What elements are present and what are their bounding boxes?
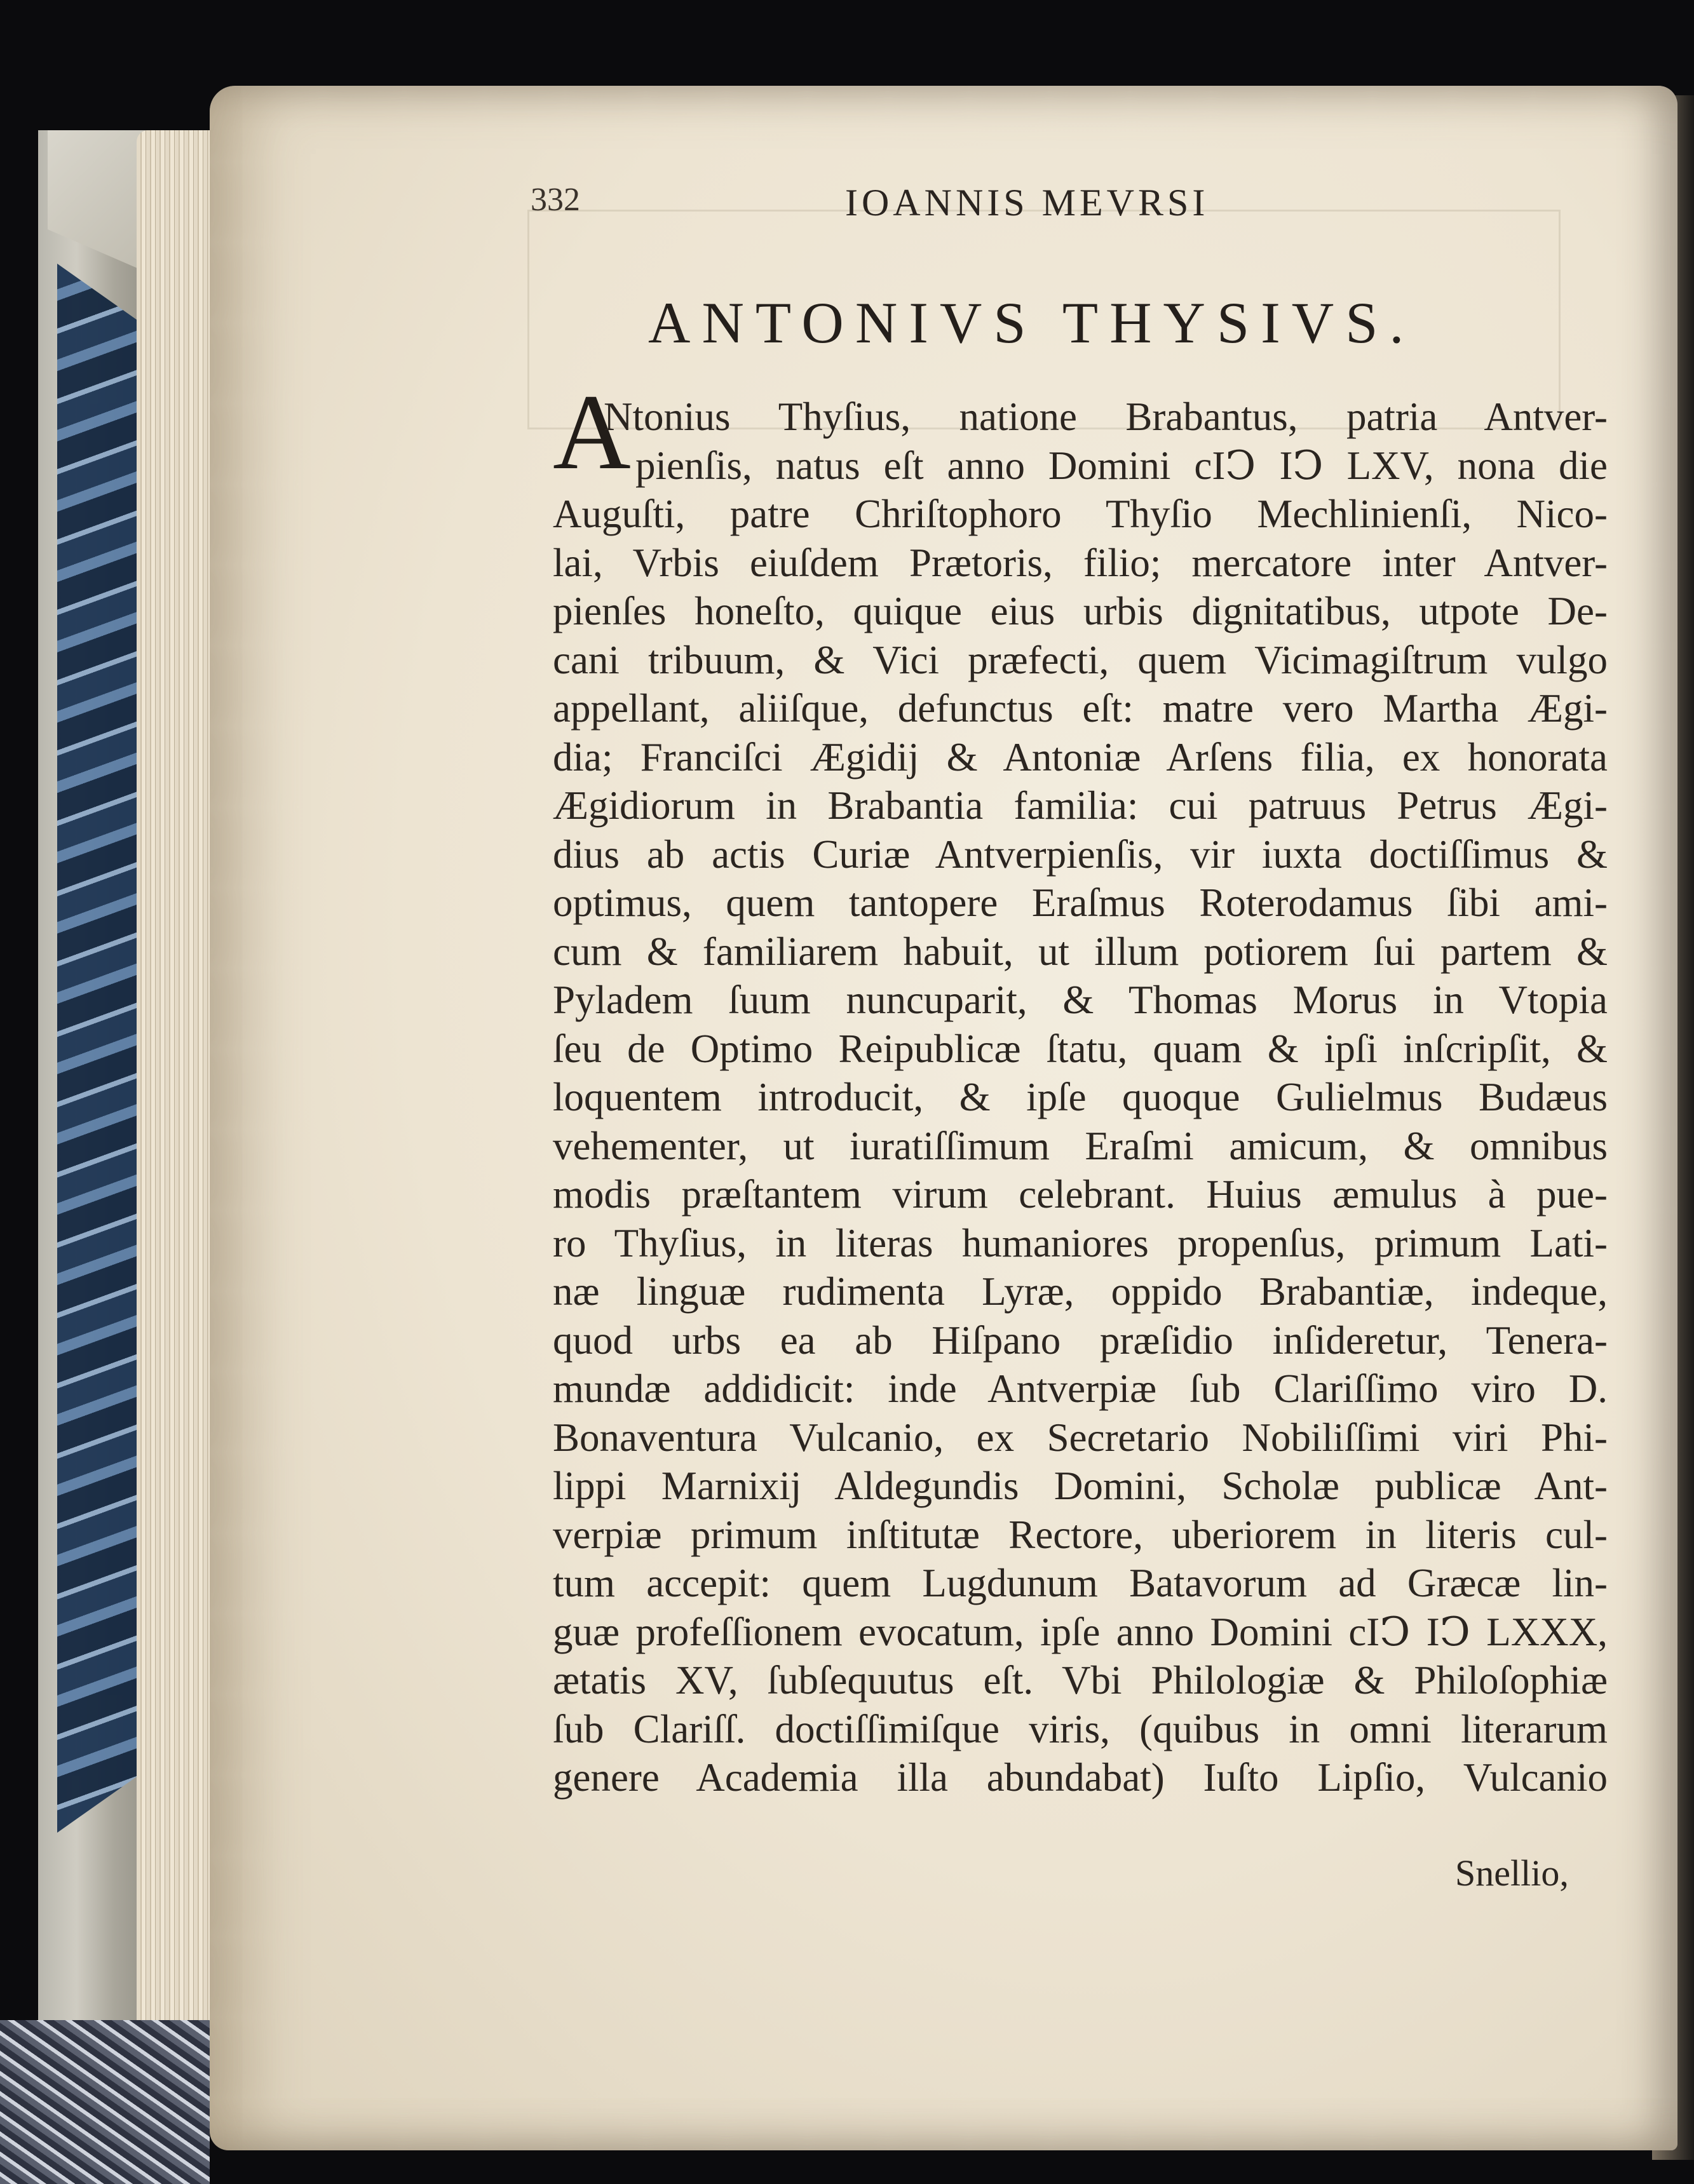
text-line: pienſis, natus eſt anno Domini cIↃ IↃ LXV, nona die [635, 443, 1608, 488]
running-head: IOANNIS MEVRSI [845, 182, 1209, 224]
page-number: 332 [531, 182, 580, 218]
text-line: modis præſtantem virum celebrant. Huius æmulus à pue- [553, 1172, 1608, 1217]
marbled-cover [57, 264, 146, 1833]
text-line: Pyladem ſuum nuncuparit, & Thomas Morus in Vtopia [553, 978, 1608, 1022]
text-line: ro Thyſius, in literas humaniores propenſus, primum Lati- [553, 1220, 1608, 1265]
text-line: Bonaventura Vulcanio, ex Secretario Nobiliſſimi viri Phi- [553, 1415, 1608, 1460]
text-line: mundæ addidicit: inde Antverpiæ ſub Clariſſimo viro D. [553, 1366, 1608, 1411]
text-line: loquentem introducit, & ipſe quoque Gulielmus Budæus [553, 1075, 1608, 1119]
text-line: genere Academia illa abundabat) Iuſto Lipſio, Vulcanio [553, 1755, 1608, 1800]
text-line: appellant, aliiſque, defunctus eſt: matre vero Martha Ægi- [553, 686, 1608, 731]
text-line: dia; Franciſci Ægidij & Antoniæ Arſens filia, ex honorata [553, 734, 1608, 779]
text-line: Ægidiorum in Brabantia familia: cui patruus Petrus Ægi- [553, 783, 1608, 828]
cloth-background [0, 2020, 210, 2184]
text-line: lippi Marnixij Aldegundis Domini, Scholæ publicæ Ant- [553, 1464, 1608, 1508]
text-line: ſeu de Optimo Reipublicæ ſtatu, quam & ipſi inſcripſit, & [553, 1026, 1608, 1071]
text-line: cani tribuum, & Vici præfecti, quem Vicimagiſtrum vulgo [553, 637, 1608, 682]
text-line: pienſes honeſto, quique eius urbis dignitatibus, utpote De- [553, 589, 1608, 633]
text-line: ætatis XV, ſubſequutus eſt. Vbi Philologiæ & Philoſophiæ [553, 1658, 1608, 1702]
text-line: lai, Vrbis eiuſdem Prætoris, filio; mercatore inter Antver- [553, 540, 1608, 585]
text-line: vehementer, ut iuratiſſimum Eraſmi amicum, & omnibus [553, 1123, 1608, 1168]
text-line: guæ profeſſionem evocatum, ipſe anno Domini cIↃ IↃ LXXX, [553, 1609, 1608, 1654]
text-line: verpiæ primum inſtitutæ Rectore, uberiorem in literis cul- [553, 1512, 1608, 1557]
chapter-heading: ANTONIVS THYSIVS. [648, 290, 1416, 355]
text-line: næ linguæ rudimenta Lyræ, oppido Brabantiæ, indeque, [553, 1269, 1608, 1314]
text-line: quod urbs ea ab Hiſpano præſidio inſideretur, Tenera- [553, 1318, 1608, 1363]
text-line: ſub Clariſſ. doctiſſimiſque viris, (quibus in omni literarum [553, 1706, 1608, 1751]
text-line: Ntonius Thyſius, natione Brabantus, patria Antver- [604, 394, 1608, 439]
text-line: tum accepit: quem Lugdunum Batavorum ad Græcæ lin- [553, 1561, 1608, 1605]
drop-cap: A [553, 372, 631, 492]
text-line: Auguſti, patre Chriſtophoro Thyſio Mechlinienſi, Nico- [553, 492, 1608, 536]
body-text [553, 393, 1608, 1802]
text-line: dius ab actis Curiæ Antverpienſis, vir iuxta doctiſſimus & [553, 832, 1608, 877]
text-line: cum & familiarem habuit, ut illum potiorem ſui partem & [553, 929, 1608, 974]
text-line: optimus, quem tantopere Eraſmus Roterodamus ſibi ami- [553, 880, 1608, 925]
catchword: Snellio, [1455, 1852, 1569, 1894]
